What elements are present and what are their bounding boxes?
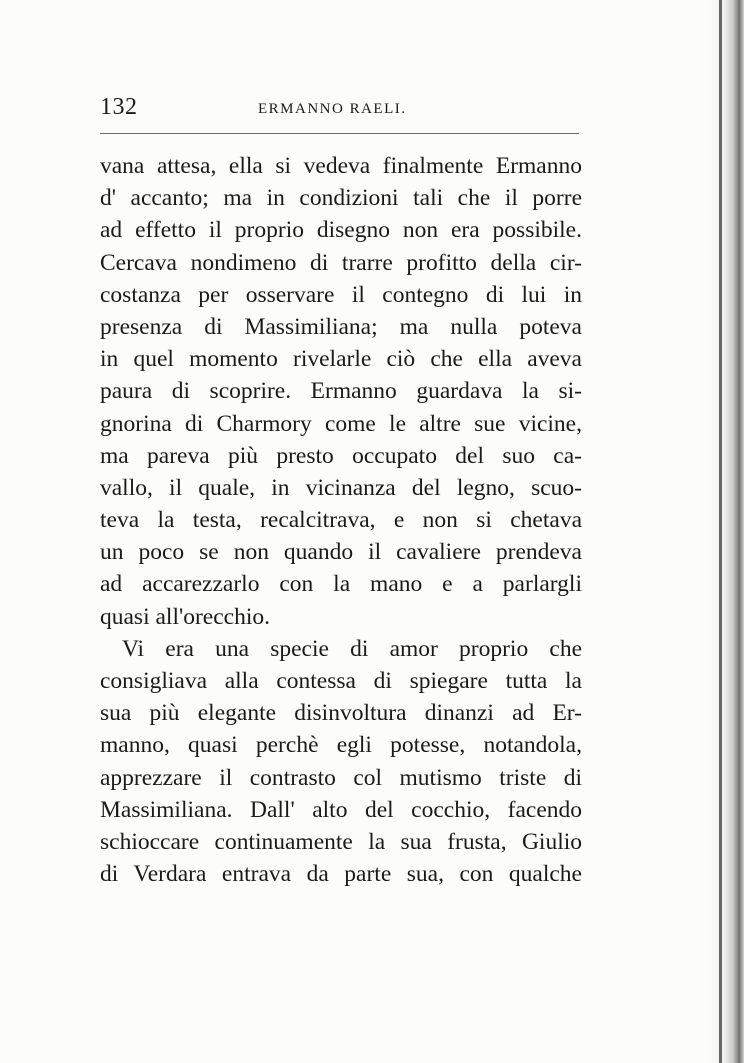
text-line: sua più elegante disinvoltura dinanzi ad Er-: [100, 700, 582, 727]
running-title: ERMANNO RAELI.: [258, 101, 407, 117]
text-line: ma pareva più presto occupato del suo ca-: [100, 442, 582, 469]
page-edge-shadow: [706, 0, 744, 1063]
text-line: paura di scoprire. Ermanno guardava la si-: [100, 378, 582, 405]
text-line: un poco se non quando il cavaliere prendeva: [100, 539, 582, 566]
text-line: consigliava alla contessa di spiegare tutta la: [100, 668, 582, 694]
text-line: di Verdara entrava da parte sua, con qualche: [100, 861, 582, 888]
text-line: vallo, il quale, in vicinanza del legno, scuo-: [100, 474, 582, 501]
text-line: ad accarezzarlo con la mano e a parlargli: [100, 571, 582, 598]
body-text: [100, 150, 582, 890]
header-rule: [100, 133, 579, 134]
text-line: quasi all'orecchio.: [100, 603, 270, 630]
text-line: presenza di Massimiliana; ma nulla poteva: [100, 313, 582, 340]
text-line: schioccare continuamente la sua frusta, Giulio: [100, 828, 582, 855]
page-header: [100, 94, 580, 124]
text-line: ad effetto il proprio disegno non era possibile.: [100, 217, 582, 244]
text-line: gnorina di Charmory come le altre sue vicine,: [100, 410, 582, 437]
text-line: Massimiliana. Dall' alto del cocchio, facendo: [100, 796, 582, 823]
text-line: d' accanto; ma in condizioni tali che il porre: [100, 185, 582, 212]
page-edge-line: [719, 0, 722, 1063]
text-line: apprezzare il contrasto col mutismo triste di: [100, 764, 582, 791]
text-line: teva la testa, recalcitrava, e non si chetava: [100, 507, 582, 534]
text-line: in quel momento rivelarle ciò che ella aveva: [100, 346, 582, 373]
text-line: manno, quasi perchè egli potesse, notandola,: [100, 732, 582, 759]
page-number: 132: [100, 94, 138, 120]
text-line: vana attesa, ella si vedeva finalmente Ermanno: [100, 153, 582, 179]
text-line: Cercava nondimeno di trarre profitto della cir-: [100, 249, 582, 276]
text-line: costanza per osservare il contegno di lui in: [100, 281, 582, 308]
text-line: Vi era una specie di amor proprio che: [122, 635, 582, 662]
